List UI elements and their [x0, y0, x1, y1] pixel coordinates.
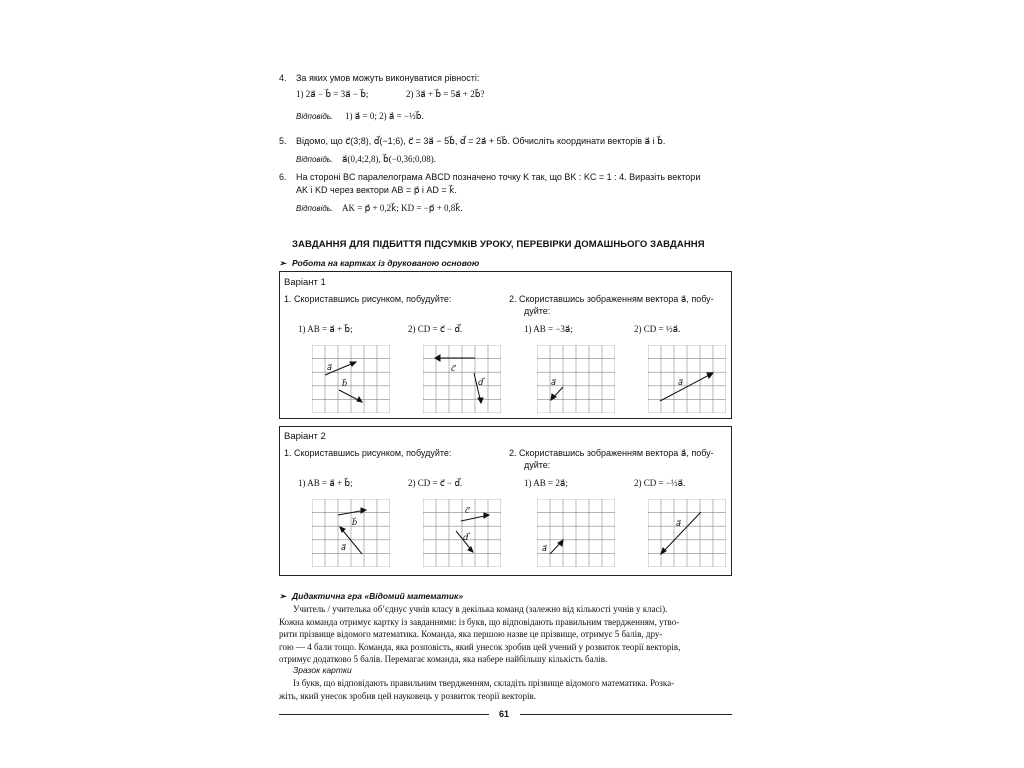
variant2-task2-b: 2) CD = −⅓a⃗. [634, 478, 686, 488]
bullet-arrow-icon: ➢ [279, 591, 287, 601]
game-line-5: отримує додатково 5 балів. Перемагає команда, яка набере найбільшу кількість балів. [279, 654, 608, 664]
variant2-task1-a: 1) AB = a⃗ + b⃗; [298, 478, 353, 488]
subheading-cards: Робота на картках із друкованою основою [292, 258, 480, 268]
variant1-task1-b: 2) CD = c⃗ − d⃗. [408, 324, 463, 334]
variant1-task2-line1: 2. Скориставшись зображенням вектора a⃗, побу- [509, 294, 714, 304]
label-a: a⃗ [551, 378, 556, 387]
variant1-task2-b: 2) CD = ½a⃗. [634, 324, 681, 334]
label-a: a⃗ [542, 544, 547, 553]
q4-text: За яких умов можуть виконуватися рівності: [296, 73, 480, 83]
q5-answer: a⃗(0,4;2,8), b⃗(−0,36;0,08). [342, 154, 437, 164]
q4-answer-label: Відповідь. [296, 112, 334, 121]
q6-answer-label: Відповідь. [296, 204, 334, 213]
variant1-task2-a: 1) AB = −3a⃗; [524, 324, 573, 334]
game-line-4: гою — 4 бали тощо. Команда, яка розповість, який унесок зробив цей учений у розвиток теорії векторів, [279, 641, 681, 652]
sample-card-label: Зразок картки [293, 665, 352, 675]
variant2-grid-1 [312, 499, 390, 567]
sample-line-2: жіть, який унесок зробив цей науковець у розвиток теорії векторів. [279, 690, 537, 701]
variant2-grid-3 [537, 499, 615, 567]
q6-text-line1: На стороні BC паралелограма ABCD позначено точку K так, що BK : KC = 1 : 4. Виразіть вектори [296, 172, 701, 182]
variant2-task2-a: 1) AB = 2a⃗; [524, 478, 568, 488]
variant2-task1-b: 2) CD = c⃗ − d⃗. [408, 478, 463, 488]
footer-rule-right [520, 714, 732, 715]
game-line-2: Кожна команда отримує картку із завданнями: із букв, що відповідають правильним твердженням, утво- [279, 616, 680, 627]
subheading-game: Дидактична гра «Відомий математик» [292, 591, 464, 601]
variant2-task1: 1. Скориставшись рисунком, побудуйте: [284, 448, 452, 458]
label-a: a⃗ [327, 363, 332, 372]
variant1-grid-4 [648, 345, 726, 413]
page-number: 61 [499, 709, 510, 719]
variant1-grid-3 [537, 345, 615, 413]
variant1-task1-a: 1) AB = a⃗ + b⃗; [298, 324, 353, 334]
variant2-grid-2 [423, 499, 501, 567]
label-c: c⃗ [451, 364, 456, 373]
label-a: a⃗ [678, 378, 683, 387]
label-b: b⃗ [342, 379, 348, 388]
variant2-task2-line2: дуйте: [524, 460, 551, 470]
q4-answer: 1) a⃗ = 0; 2) a⃗ = −½b⃗. [345, 111, 424, 121]
q5-answer-label: Відповідь. [296, 155, 334, 164]
variant2-task2-line1: 2. Скориставшись зображенням вектора a⃗, побу- [509, 448, 714, 458]
label-d: d⃗ [463, 533, 469, 542]
sample-paragraph [279, 677, 733, 702]
q5-text: Відомо, що c⃗(3;8), d⃗(−1;6), c⃗ = 3a⃗ − 5b⃗, d⃗ = 2a⃗ + 5b⃗. Обчисліть координати векторів a⃗ і b⃗. [296, 136, 666, 146]
section-heading: ЗАВДАННЯ ДЛЯ ПІДБИТТЯ ПІДСУМКІВ УРОКУ, ПЕРЕВІРКИ ДОМАШНЬОГО ЗАВДАННЯ [292, 239, 705, 250]
label-a: a⃗ [341, 543, 346, 552]
variant1-task1: 1. Скориставшись рисунком, побудуйте: [284, 294, 452, 304]
q4-eq1: 1) 2a⃗ − b⃗ = 3a⃗ − b⃗; [296, 89, 369, 99]
q4-number: 4. [279, 73, 287, 83]
footer-rule-left [279, 714, 489, 715]
q6-text-line2: AK і KD через вектори AB = p⃗ і AD = k⃗. [296, 185, 457, 195]
label-a: a⃗ [676, 519, 681, 528]
q6-answer: AK = p⃗ + 0,2k⃗; KD = −p⃗ + 0,8k⃗. [342, 203, 463, 213]
q6-number: 6. [279, 172, 287, 182]
variant1-task2-line2: дуйте: [524, 306, 551, 316]
variant2-title: Варіант 2 [284, 431, 326, 442]
label-c: c⃗ [465, 506, 470, 515]
game-line-3: рити прізвище відомого математика. Команда, яка першою назве це прізвище, отримує 5 балів, дру- [279, 629, 663, 639]
bullet-arrow-icon: ➢ [279, 258, 287, 268]
variant1-grid-2 [423, 345, 501, 413]
sample-line-1: Із букв, що відповідають правильним твердженням, складіть прізвище відомого математика. Розка- [293, 678, 675, 688]
q5-number: 5. [279, 136, 287, 146]
label-d: d⃗ [478, 378, 484, 387]
game-line-1: Учитель / учителька об’єднує учнів класу в декілька команд (залежно від кількості учнів у класі). [293, 604, 668, 614]
variant1-grid-1 [312, 345, 390, 413]
variant2-grid-4 [648, 499, 726, 567]
label-b: b⃗ [352, 518, 358, 527]
q4-eq2: 2) 3a⃗ + b⃗ = 5a⃗ + 2b⃗? [406, 89, 485, 99]
game-paragraph [279, 603, 733, 666]
variant1-title: Варіант 1 [284, 277, 326, 288]
